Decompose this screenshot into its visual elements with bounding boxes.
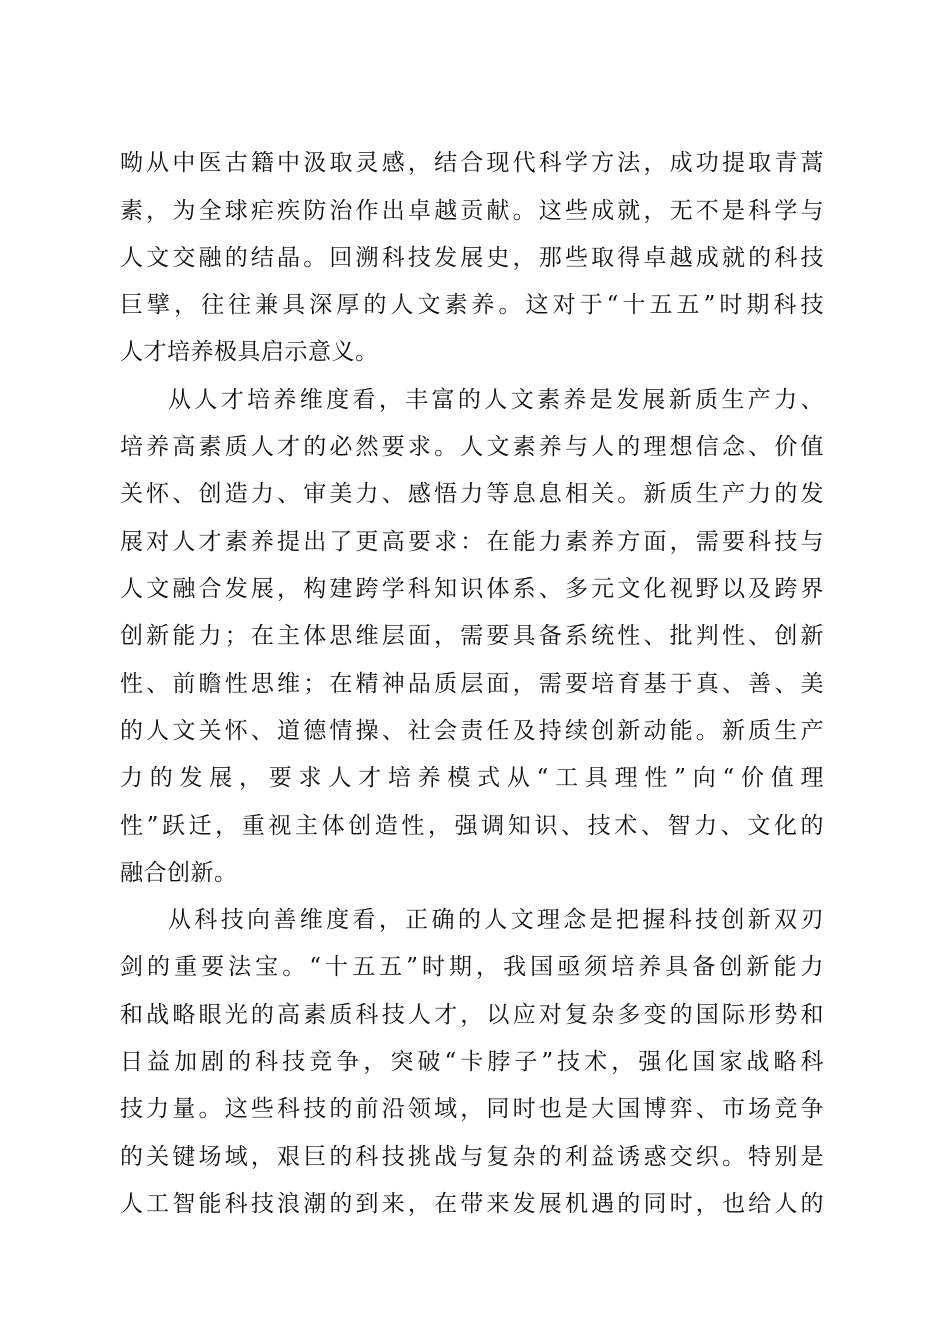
text-line: 呦从中医古籍中汲取灵感，结合现代科学方法，成功提取青蒿 xyxy=(120,150,824,176)
text-line: 和战略眼光的高素质科技人才，以应对复杂多变的国际形势和 xyxy=(120,1002,824,1028)
text-line: 人才培养极具启示意义。 xyxy=(120,339,379,365)
text-line: 的人文关怀、道德情操、社会责任及持续创新动能。新质生产 xyxy=(120,718,824,744)
text-line: 人文融合发展，构建跨学科知识体系、多元文化视野以及跨界 xyxy=(120,576,824,602)
text-line: 巨擘，往往兼具深厚的人文素养。这对于“十五五”时期科技 xyxy=(120,292,824,318)
text-line: 力的发展，要求人才培养模式从“工具理性”向“价值理 xyxy=(120,765,824,791)
text-line: 培养高素质人才的必然要求。人文素养与人的理想信念、价值 xyxy=(120,434,824,460)
text-line: 的关键场域，艰巨的科技挑战与复杂的利益诱惑交织。特别是 xyxy=(120,1144,824,1170)
text-line: 性、前瞻性思维；在精神品质层面，需要培育基于真、善、美 xyxy=(120,671,824,697)
text-line: 性”跃迁，重视主体创造性，强调知识、技术、智力、文化的 xyxy=(120,813,824,839)
text-line: 人文交融的结晶。回溯科技发展史，那些取得卓越成就的科技 xyxy=(120,245,824,271)
text-line: 日益加剧的科技竞争，突破“卡脖子”技术，强化国家战略科 xyxy=(120,1049,824,1075)
text-line: 创新能力；在主体思维层面，需要具备系统性、批判性、创新 xyxy=(120,623,824,649)
text-line: 剑的重要法宝。“十五五”时期，我国亟须培养具备创新能力 xyxy=(120,954,824,980)
text-line: 人工智能科技浪潮的到来，在带来发展机遇的同时，也给人的 xyxy=(120,1191,824,1217)
paragraph-first-line: 从人才培养维度看，丰富的人文素养是发展新质生产力、 xyxy=(168,387,824,413)
text-line: 展对人才素养提出了更高要求：在能力素养方面，需要科技与 xyxy=(120,529,824,555)
text-line: 关怀、创造力、审美力、感悟力等息息相关。新质生产力的发 xyxy=(120,481,824,507)
text-line: 融合创新。 xyxy=(120,860,238,886)
text-line: 技力量。这些科技的前沿领域，同时也是大国博弈、市场竞争 xyxy=(120,1096,824,1122)
text-line: 素，为全球疟疾防治作出卓越贡献。这些成就，无不是科学与 xyxy=(120,198,824,224)
paragraph-first-line: 从科技向善维度看，正确的人文理念是把握科技创新双刃 xyxy=(168,907,824,933)
